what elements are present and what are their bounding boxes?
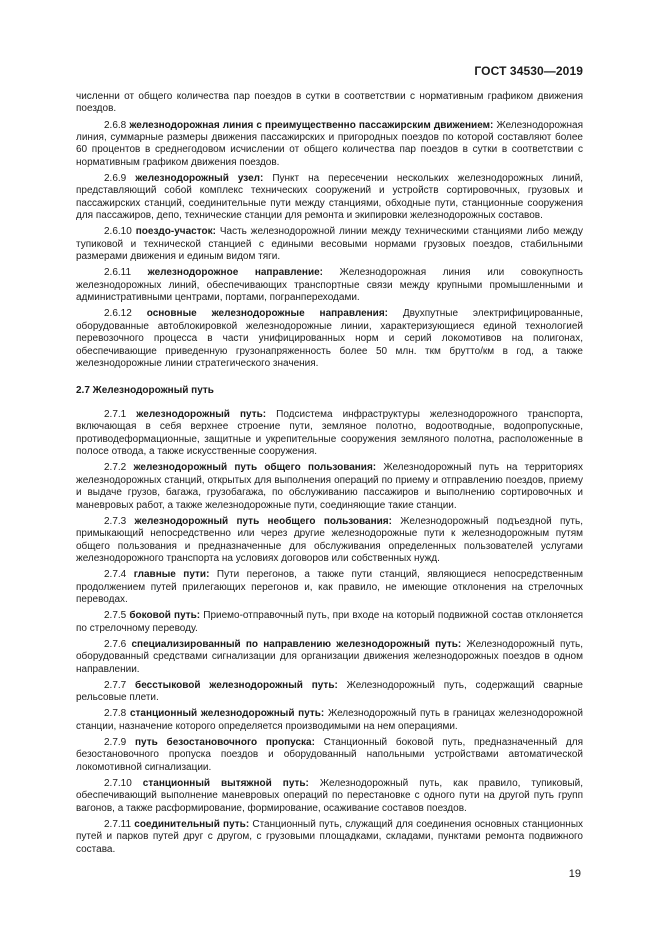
definition-2-6-9 xyxy=(76,173,583,223)
clause-number: 2.7.8 xyxy=(104,708,127,720)
clause-number: 2.6.8 xyxy=(104,119,127,131)
clause-number: 2.7.1 xyxy=(104,408,127,420)
clause-number: 2.7.11 xyxy=(104,819,132,831)
definition-text: Железнодорожный путь, оборудованный средствами сигнализации для организации движения железнодорожных поездов в одном направлении. xyxy=(76,638,584,675)
definition-2-7-5 xyxy=(76,610,583,635)
term: специализированный по направлению железнодорожный путь: xyxy=(131,638,462,650)
term: соединительный путь: xyxy=(134,819,250,831)
term: основные железнодорожные направления: xyxy=(146,308,388,320)
term: железнодорожное направление: xyxy=(147,267,324,279)
clause-number: 2.7.7 xyxy=(104,679,127,691)
definition-2-7-4 xyxy=(76,569,583,606)
definition-2-7-8 xyxy=(76,708,583,733)
clause-number: 2.7.9 xyxy=(104,737,127,749)
term: железнодорожная линия с преимущественно пассажирским движением: xyxy=(129,119,494,131)
definition-2-7-3 xyxy=(76,516,583,566)
term: железнодорожный путь общего пользования: xyxy=(133,462,377,474)
paragraph-continuation xyxy=(76,91,583,116)
definition-2-6-11 xyxy=(76,267,583,304)
definition-2-7-10 xyxy=(76,778,583,815)
document-body xyxy=(76,91,583,860)
definition-2-7-6 xyxy=(76,639,583,676)
definition-2-7-9 xyxy=(76,737,583,774)
term: главные пути: xyxy=(133,569,210,581)
definition-text: Двухпутные электрифицированные, оборудованные автоблокировкой железнодорожные линии, характеризующиеся единой технологией перевозочного процесса в части унифицированных норм и серий локомотивов на полигонах, обеспечивающие приведенную грузонапряженность более 50 млн. ткм брутто/км в год, а также железнодорожные линии стратегического значения. xyxy=(76,308,584,370)
definition-2-7-2 xyxy=(76,462,583,512)
clause-number: 2.7.3 xyxy=(104,515,127,527)
clause-number: 2.7.2 xyxy=(104,462,127,474)
clause-number: 2.6.10 xyxy=(104,226,132,238)
definition-text: Приемо-отправочный путь, при входе на который подвижной состав отклоняется по стрелочному переводу. xyxy=(76,610,583,634)
definition-text: Железнодорожный путь, как правило, тупиковый, обеспечивающий выполнение маневровых операций по перестановке с одного пути на другой путь групп вагонов, а также расформирование, формирование, осаживание составов поездов. xyxy=(76,778,583,814)
clause-number: 2.6.12 xyxy=(104,308,132,320)
term: боковой путь: xyxy=(129,610,201,622)
clause-number: 2.6.11 xyxy=(104,267,132,279)
definition-text: Железнодорожный подъездной путь, примыкающий непосредственно или через другие железнодорожные пути к железнодорожным путям общего пользования и предназначенные для обслуживания определенных пользователей услугами железнодорожного транспорта на условиях договоров или собственных нужд. xyxy=(76,515,584,564)
definition-2-6-12 xyxy=(76,308,583,370)
clause-number: 2.7.5 xyxy=(104,610,127,622)
term: станционный вытяжной путь: xyxy=(142,778,309,790)
section-heading: 2.7 Железнодорожный путь xyxy=(76,384,214,396)
definition-text: Железнодорожный путь, содержащий сварные рельсовые плети. xyxy=(76,679,583,704)
term: станционный железнодорожный путь: xyxy=(129,708,325,720)
term: поездо-участок: xyxy=(135,226,216,238)
clause-number: 2.7.4 xyxy=(104,569,127,581)
definition-2-7-7 xyxy=(76,680,583,705)
page-number: 19 xyxy=(568,868,581,880)
standard-designation: ГОСТ 34530—2019 xyxy=(474,64,583,78)
term: железнодорожный путь: xyxy=(136,408,267,420)
definition-text: Подсистема инфраструктуры железнодорожного транспорта, включающая в себя верхнее строение пути, земляное полотно, водоотводные, водопропускные, противодеформационные, защитные и укрепительные сооружения земляного полотна, расположенные в полосе отвода, а также искусственные сооружения. xyxy=(76,408,584,458)
definition-text: Пункт на пересечении нескольких железнодорожных линий, представляющий собой комплекс технических сооружений и устройств сортировочных, грузовых и пассажирских станций, соединительные пути между станциями, обходные пути, станционные сооружения для пассажиров, депо, технические станции для ремонта и экипировки железнодорожных составов. xyxy=(76,173,583,222)
paragraph-text: численни от общего количества пар поездов в сутки в соответствии с нормативным графиком движения поездов. xyxy=(76,91,583,115)
page-header xyxy=(0,0,661,78)
definition-text: Железнодорожный путь на территориях железнодорожных станций, открытых для выполнения операций по приему и отправлению поездов, приему и выдаче грузов, багажа, грузобагажа, по обслуживанию пассажиров и выполнению сортировочных и маневровых работ, а также железнодорожные пути, соединяющие такие станции. xyxy=(76,462,583,511)
definition-text: Станционный путь, служащий для соединения основных станционных путей и парков путей друг с другом, с грузовыми площадками, складами, пунктами ремонта подвижного состава. xyxy=(76,819,584,855)
term: железнодорожный путь необщего пользования: xyxy=(134,515,392,527)
definition-2-6-10 xyxy=(76,226,583,263)
definition-text: Часть железнодорожной линии между техническими станциями либо между тупиковой и технической станцией с едиными весовыми нормами грузовых поездов, стабильными размерами движения и единым видом тяги. xyxy=(76,226,584,263)
clause-number: 2.7.6 xyxy=(104,638,127,650)
definition-2-7-11 xyxy=(76,819,583,856)
clause-number: 2.6.9 xyxy=(104,173,127,185)
clause-number: 2.7.10 xyxy=(104,778,132,790)
definition-2-6-8 xyxy=(76,120,583,170)
definition-text: Железнодорожная линия или совокупность железнодорожных линий, обеспечивающих транспортные связи между крупными промышленными и административными центрами, портами, погранпереходами. xyxy=(76,267,583,304)
definition-text: Пути перегонов, а также пути станций, являющиеся непосредственным продолжением путей прилегающих перегонов и, как правило, не имеющие отклонения на стрелочных переводах. xyxy=(76,569,584,605)
definition-text: Железнодорожный путь в границах железнодорожной станции, назначение которого определяется производимыми на нем операциями. xyxy=(76,708,584,732)
term: путь безостановочного пропуска: xyxy=(135,737,315,749)
definition-text: Станционный боковой путь, предназначенный для безостановочного пропуска поездов и оборудованный напольными устройствами автоматической локомотивной сигнализации. xyxy=(76,737,584,773)
definition-text: Железнодорожная линия, суммарные размеры движения пассажирских и пригородных поездов по которой составляют более 60 процентов в среднегодовом исчислении от общего количества пар поездов в сутки в соответствии с нормативным графиком движения поездов. xyxy=(76,119,584,168)
term: бесстыковой железнодорожный путь: xyxy=(135,679,338,691)
definition-2-7-1 xyxy=(76,409,583,459)
term: железнодорожный узел: xyxy=(135,173,264,185)
